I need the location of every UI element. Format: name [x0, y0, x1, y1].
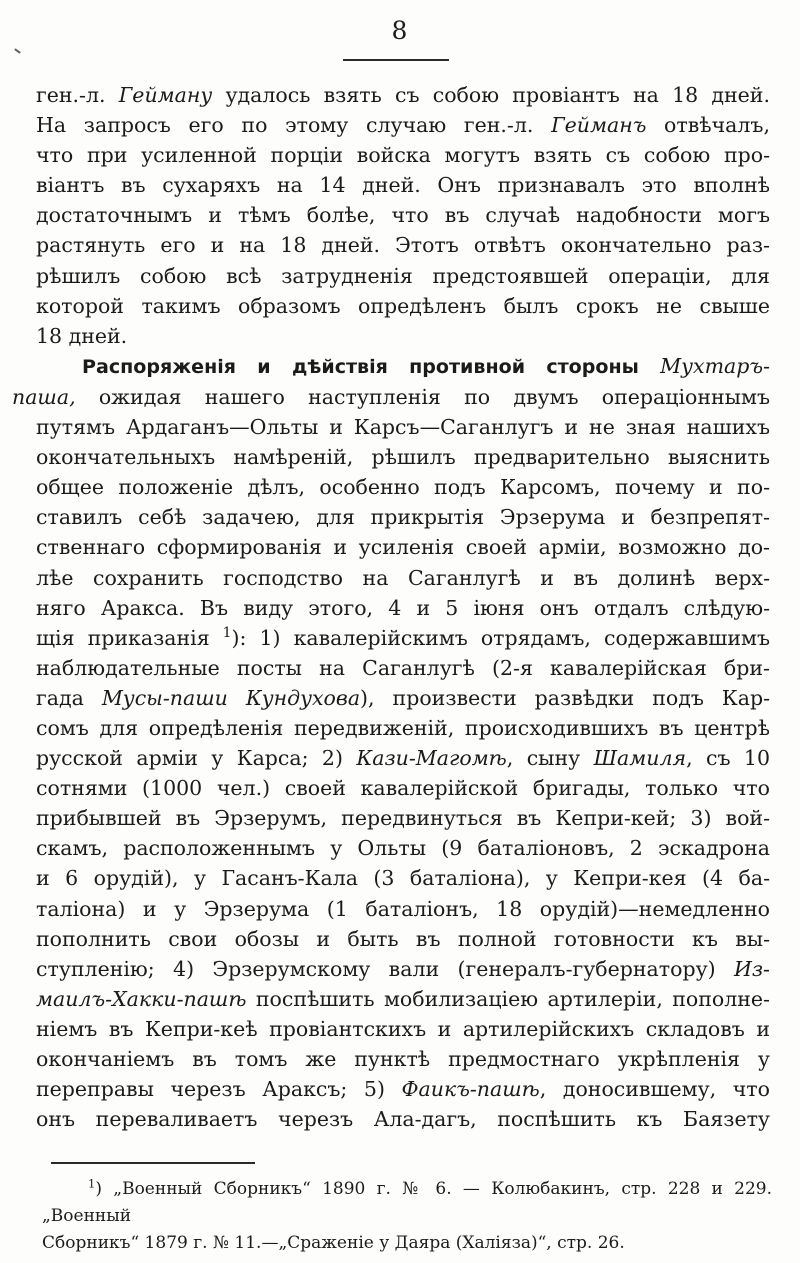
- body-text-segment: ственнаго сформированія и усиленія своей арміи, возможно до-: [36, 535, 770, 560]
- italic-text: Мусы-паши Кундухова: [101, 685, 361, 710]
- page-number: 8: [391, 16, 409, 45]
- body-text-segment: русской арміи у Карса; 2): [36, 746, 357, 771]
- text-line: [36, 291, 770, 321]
- footnote-marker: 1: [222, 624, 232, 641]
- italic-text: Из-: [734, 956, 770, 981]
- body-text-segment: онъ переваливаетъ черезъ Ала-дагъ, поспѣшить къ Баязету: [36, 1107, 770, 1132]
- text-line: [36, 924, 770, 954]
- body-text-segment: ступленію; 4) Эрзерумскому вали (генералъ-губернатору): [36, 956, 734, 981]
- text-line: [36, 1104, 770, 1134]
- text-line: [36, 954, 770, 984]
- body-text-segment: ), произвести развѣдки подъ Кар-: [360, 685, 770, 710]
- body-text-segment: ожидая нашего наступленія по двумъ операціоннымъ: [75, 384, 770, 409]
- body-text-segment: лѣе сохранить господство на Саганлугѣ и въ долинѣ верх-: [36, 565, 770, 590]
- body-text-segment: окончательныхъ намѣреній, рѣшилъ предварительно выяснить: [36, 445, 770, 470]
- text-line: [36, 321, 770, 351]
- body-text-segment: отвѣчалъ,: [646, 113, 770, 138]
- text-line: [36, 502, 770, 532]
- text-line: [36, 1074, 770, 1104]
- text-line: [36, 683, 770, 713]
- body-text-segment: ) „Военный Сборникъ“ 1890 г. № 6. — Колюбакинъ, стр. 228 и 229. „Военный: [42, 1179, 772, 1226]
- text-line: [36, 230, 770, 260]
- body-text-segment: растянуть его и на 18 дней. Этотъ отвѣтъ окончательно раз-: [36, 233, 770, 258]
- text-line: [36, 743, 770, 773]
- text-line: [36, 110, 770, 140]
- body-text-segment: ): 1) кавалерійскимъ отрядамъ, содержавшимъ: [231, 625, 771, 650]
- italic-text: Кази-Магомѣ: [356, 746, 507, 771]
- body-text-segment: ставилъ себѣ задачею, для прикрытія Эрзерума и безпрепят-: [36, 505, 770, 530]
- body-text-segment: которой такимъ образомъ опредѣленъ былъ срокъ не свыше: [36, 293, 770, 318]
- scan-speck: [14, 48, 21, 54]
- text-line: [12, 382, 770, 412]
- page-number-rule: [343, 59, 449, 61]
- body-text-segment: удалось взять съ собою провіантъ на 18 дней.: [212, 83, 770, 107]
- body-text-segment: щія приказанія: [36, 625, 223, 650]
- text-line: [36, 261, 770, 291]
- body-text-segment: достаточнымъ и тѣмъ болѣе, что въ случаѣ надобности могъ: [36, 203, 770, 228]
- text-line: [36, 713, 770, 743]
- emphasis-text: Распоряженія и дѣйствія противной стороны: [82, 355, 661, 378]
- italic-text: Гейману: [118, 83, 213, 107]
- footnote-line: [42, 1230, 772, 1257]
- body-text-segment: Сборникъ“ 1879 г. № 11.—„Сраженіе у Даяра (Халіяза)“, стр. 26.: [42, 1233, 625, 1253]
- text-line: [36, 593, 770, 623]
- body-text-segment: , съ 10: [686, 746, 770, 771]
- body-text-segment: и 6 орудій), у Гасанъ-Кала (3 баталіона), у Кепри-кея (4 ба-: [36, 866, 770, 891]
- italic-text: маилъ-Хакки-пашѣ: [36, 986, 247, 1011]
- text-line: [36, 803, 770, 833]
- text-line: [36, 412, 770, 442]
- text-line: [36, 894, 770, 924]
- body-text-segment: таліона) и у Эрзерума (1 баталіонъ, 18 орудій)—немедленно: [36, 896, 770, 921]
- italic-text: Фаикъ-пашѣ: [401, 1077, 540, 1102]
- body-text-segment: ген.-л.: [36, 83, 119, 107]
- body-text-segment: сомъ для опредѣленія передвиженій, происходившихъ въ центрѣ: [36, 715, 770, 740]
- text-line: [36, 984, 770, 1014]
- footnote: [42, 1176, 772, 1257]
- text-line: [36, 140, 770, 170]
- body-text-segment: что при усиленной порціи войска могутъ взять съ собою про-: [36, 143, 770, 168]
- body-text-segment: поспѣшить мобилизаціею артилеріи, пополне-: [246, 986, 770, 1011]
- body-text-segment: общее положеніе дѣлъ, особенно подъ Карсомъ, почему и по-: [36, 475, 770, 500]
- text-line: [36, 200, 770, 230]
- body-text-segment: прибывшей въ Эрзерумъ, передвинуться въ Кепри-кей; 3) вой-: [36, 806, 770, 831]
- body-text-segment: , сыну: [506, 746, 594, 771]
- body-text-segment: пополнить свои обозы и быть въ полной готовности къ вы-: [36, 926, 770, 951]
- body-text-segment: няго Аракса. Въ виду этого, 4 и 5 іюня онъ отдалъ слѣдую-: [36, 595, 770, 620]
- text-line: [36, 563, 770, 593]
- text-line: [36, 623, 770, 653]
- text-line: [36, 442, 770, 472]
- text-line: [36, 170, 770, 200]
- text-line: [36, 863, 770, 893]
- body-text-segment: путямъ Ардаганъ—Ольты и Карсъ—Саганлугъ и не зная нашихъ: [36, 415, 770, 440]
- body-text-segment: скамъ, расположеннымъ у Ольты (9 баталіоновъ, 2 эскадрона: [36, 836, 770, 861]
- body-text-segment: 18 дней.: [36, 323, 128, 348]
- italic-text: Шамиля: [593, 746, 687, 771]
- body-text-segment: сотнями (1000 чел.) своей кавалерійской бригады, только что: [36, 776, 770, 801]
- text-line: [36, 653, 770, 683]
- text-line: [36, 532, 770, 562]
- italic-text: Гейманъ: [551, 113, 647, 138]
- text-line: [36, 773, 770, 803]
- italic-text: паша,: [12, 384, 76, 409]
- text-line: [36, 1014, 770, 1044]
- body-text-segment: віантъ въ сухаряхъ на 14 дней. Онъ признавалъ это вполнѣ: [36, 173, 770, 198]
- footnote-marker: 1: [88, 1176, 96, 1191]
- text-line: [36, 80, 770, 110]
- italic-text: Мухтаръ-: [660, 353, 770, 378]
- text-line: [36, 1044, 770, 1074]
- body-text-segment: рѣшилъ собою всѣ затрудненія предстоявшей операціи, для: [36, 263, 770, 288]
- body-text: [12, 80, 771, 1134]
- body-text-segment: наблюдательные посты на Саганлугѣ (2-я кавалерійская бри-: [36, 655, 770, 680]
- text-line: [36, 833, 770, 863]
- text-line: [36, 472, 770, 502]
- footnote-separator: [51, 1162, 255, 1164]
- body-text-segment: переправы черезъ Араксъ; 5): [36, 1077, 402, 1102]
- body-text-segment: На запросъ его по этому случаю ген.-л.: [36, 113, 552, 138]
- body-text-segment: ніемъ въ Кепри-кеѣ провіантскихъ и артилерійскихъ складовъ и: [36, 1016, 770, 1041]
- footnote-line: [42, 1176, 772, 1230]
- body-text-segment: , доносившему, что: [539, 1077, 770, 1102]
- body-text-segment: гада: [36, 685, 102, 710]
- text-line: [36, 351, 770, 382]
- body-text-segment: окончаніемъ въ томъ же пунктѣ предмостнаго укрѣпленія у: [36, 1047, 770, 1071]
